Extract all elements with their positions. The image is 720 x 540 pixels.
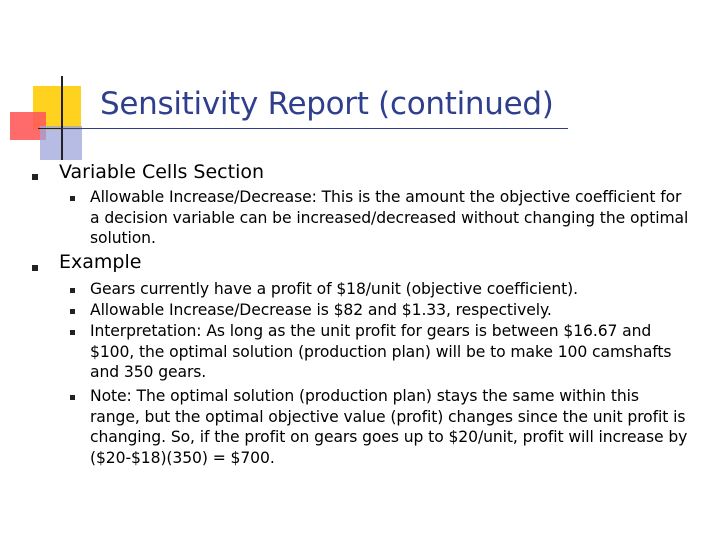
bullet-text: Variable Cells Section: [59, 161, 265, 183]
bullet-square-icon: [32, 174, 38, 180]
sub-bullet-text: Allowable Increase/Decrease is $82 and $1.33, respectively.: [90, 301, 552, 319]
bullet-square-icon: [32, 265, 38, 271]
bullet-square-icon: [70, 309, 75, 314]
sub-bullet-text: Gears currently have a profit of $18/unit (objective coefficient).: [90, 280, 579, 298]
bullet-square-icon: [70, 395, 75, 400]
title-underline: [62, 128, 568, 129]
logo-vertical-line: [61, 76, 63, 160]
decorative-logo: [0, 0, 110, 165]
sub-bullet-text: Interpretation: As long as the unit profit for gears is between $16.67 and $100, the optimal solution (production plan) will be to make 100 camshafts and 350 gears.: [90, 322, 672, 382]
bullet-square-icon: [70, 330, 75, 335]
sub-bullet-text: Allowable Increase/Decrease: This is the amount the objective coefficient for a decision variable can be increased/decreased without changing the optimal solution.: [90, 188, 689, 248]
sub-bullet-text: Note: The optimal solution (production plan) stays the same within this range, but the optimal objective value (profit) changes since the unit profit is changing. So, if the profit on gears goes up to $20/unit, profit will increase by ($20-$18)(350) = $700.: [90, 387, 688, 467]
slide-title: Sensitivity Report (continued): [100, 86, 554, 122]
bullet-square-icon: [70, 288, 75, 293]
bullet-text: Example: [59, 251, 142, 273]
bullet-square-icon: [70, 196, 75, 201]
